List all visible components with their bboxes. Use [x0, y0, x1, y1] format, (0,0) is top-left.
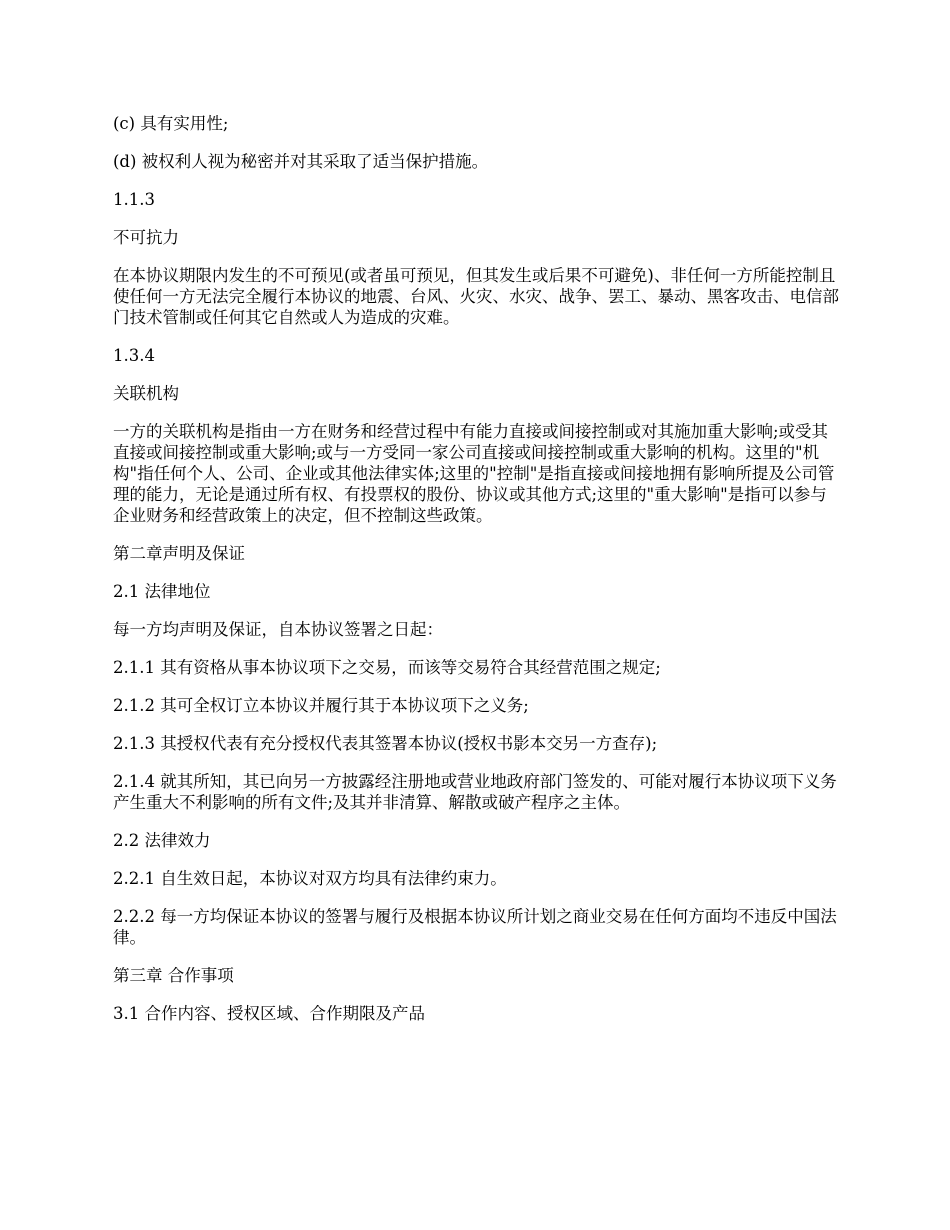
clause-2-1-2: 2.1.2 其可全权订立本协议并履行其于本协议项下之义务;	[113, 696, 529, 715]
chapter-three-heading: 第三章 合作事项	[113, 966, 234, 985]
clause-2-1-4: 2.1.4 就其所知，其已向另一方披露经注册地或营业地政府部门签发的、可能对履行本协议项下义务产生重大不利影响的所有文件;及其并非清算、解散或破产程序之主体。	[113, 772, 837, 812]
section-title-affiliates: 关联机构	[113, 384, 179, 403]
section-number-1-1-3: 1.1.3	[113, 190, 155, 209]
affiliates-definition: 一方的关联机构是指由一方在财务和经营过程中有能力直接或间接控制或对其施加重大影响;或受其直接或间接控制或重大影响;或与一方受同一家公司直接或间接控制或重大影响的机构。这里的"机构"指任何个人、公司、企业或其他法律实体;这里的"控制"是指直接或间接地拥有影响所提及公司管理的能力，无论是通过所有权、有投票权的股份、协议或其他方式;这里的"重大影响"是指可以参与企业财务和经营政策上的决定，但不控制这些政策。	[113, 422, 835, 525]
chapter-two-heading: 第二章声明及保证	[113, 544, 245, 563]
section-3-1-heading: 3.1 合作内容、授权区域、合作期限及产品	[113, 1004, 425, 1023]
section-number-1-3-4: 1.3.4	[113, 346, 155, 365]
section-2-1-intro: 每一方均声明及保证，自本协议签署之日起：	[113, 620, 443, 639]
clause-d: (d) 被权利人视为秘密并对其采取了适当保护措施。	[113, 152, 489, 171]
clause-c: (c) 具有实用性;	[113, 114, 229, 133]
clause-2-2-2: 2.2.2 每一方均保证本协议的签署与履行及根据本协议所计划之商业交易在任何方面均不违反中国法律。	[113, 907, 837, 947]
clause-2-1-1: 2.1.1 其有资格从事本协议项下之交易，而该等交易符合其经营范围之规定;	[113, 658, 661, 677]
section-2-1-heading: 2.1 法律地位	[113, 582, 211, 601]
section-2-2-heading: 2.2 法律效力	[113, 831, 211, 850]
clause-2-2-1: 2.2.1 自生效日起，本协议对双方均具有法律约束力。	[113, 869, 507, 888]
section-title-force-majeure: 不可抗力	[113, 228, 179, 247]
force-majeure-definition: 在本协议期限内发生的不可预见(或者虽可预见，但其发生或后果不可避免)、非任何一方所能控制且使任何一方无法完全履行本协议的地震、台风、火灾、水灾、战争、罢工、暴动、黑客攻击、电信部门技术管制或任何其它自然或人为造成的灾难。	[113, 266, 839, 327]
document-body	[113, 113, 843, 1041]
clause-2-1-3: 2.1.3 其授权代表有充分授权代表其签署本协议(授权书影本交另一方查存);	[113, 734, 658, 753]
